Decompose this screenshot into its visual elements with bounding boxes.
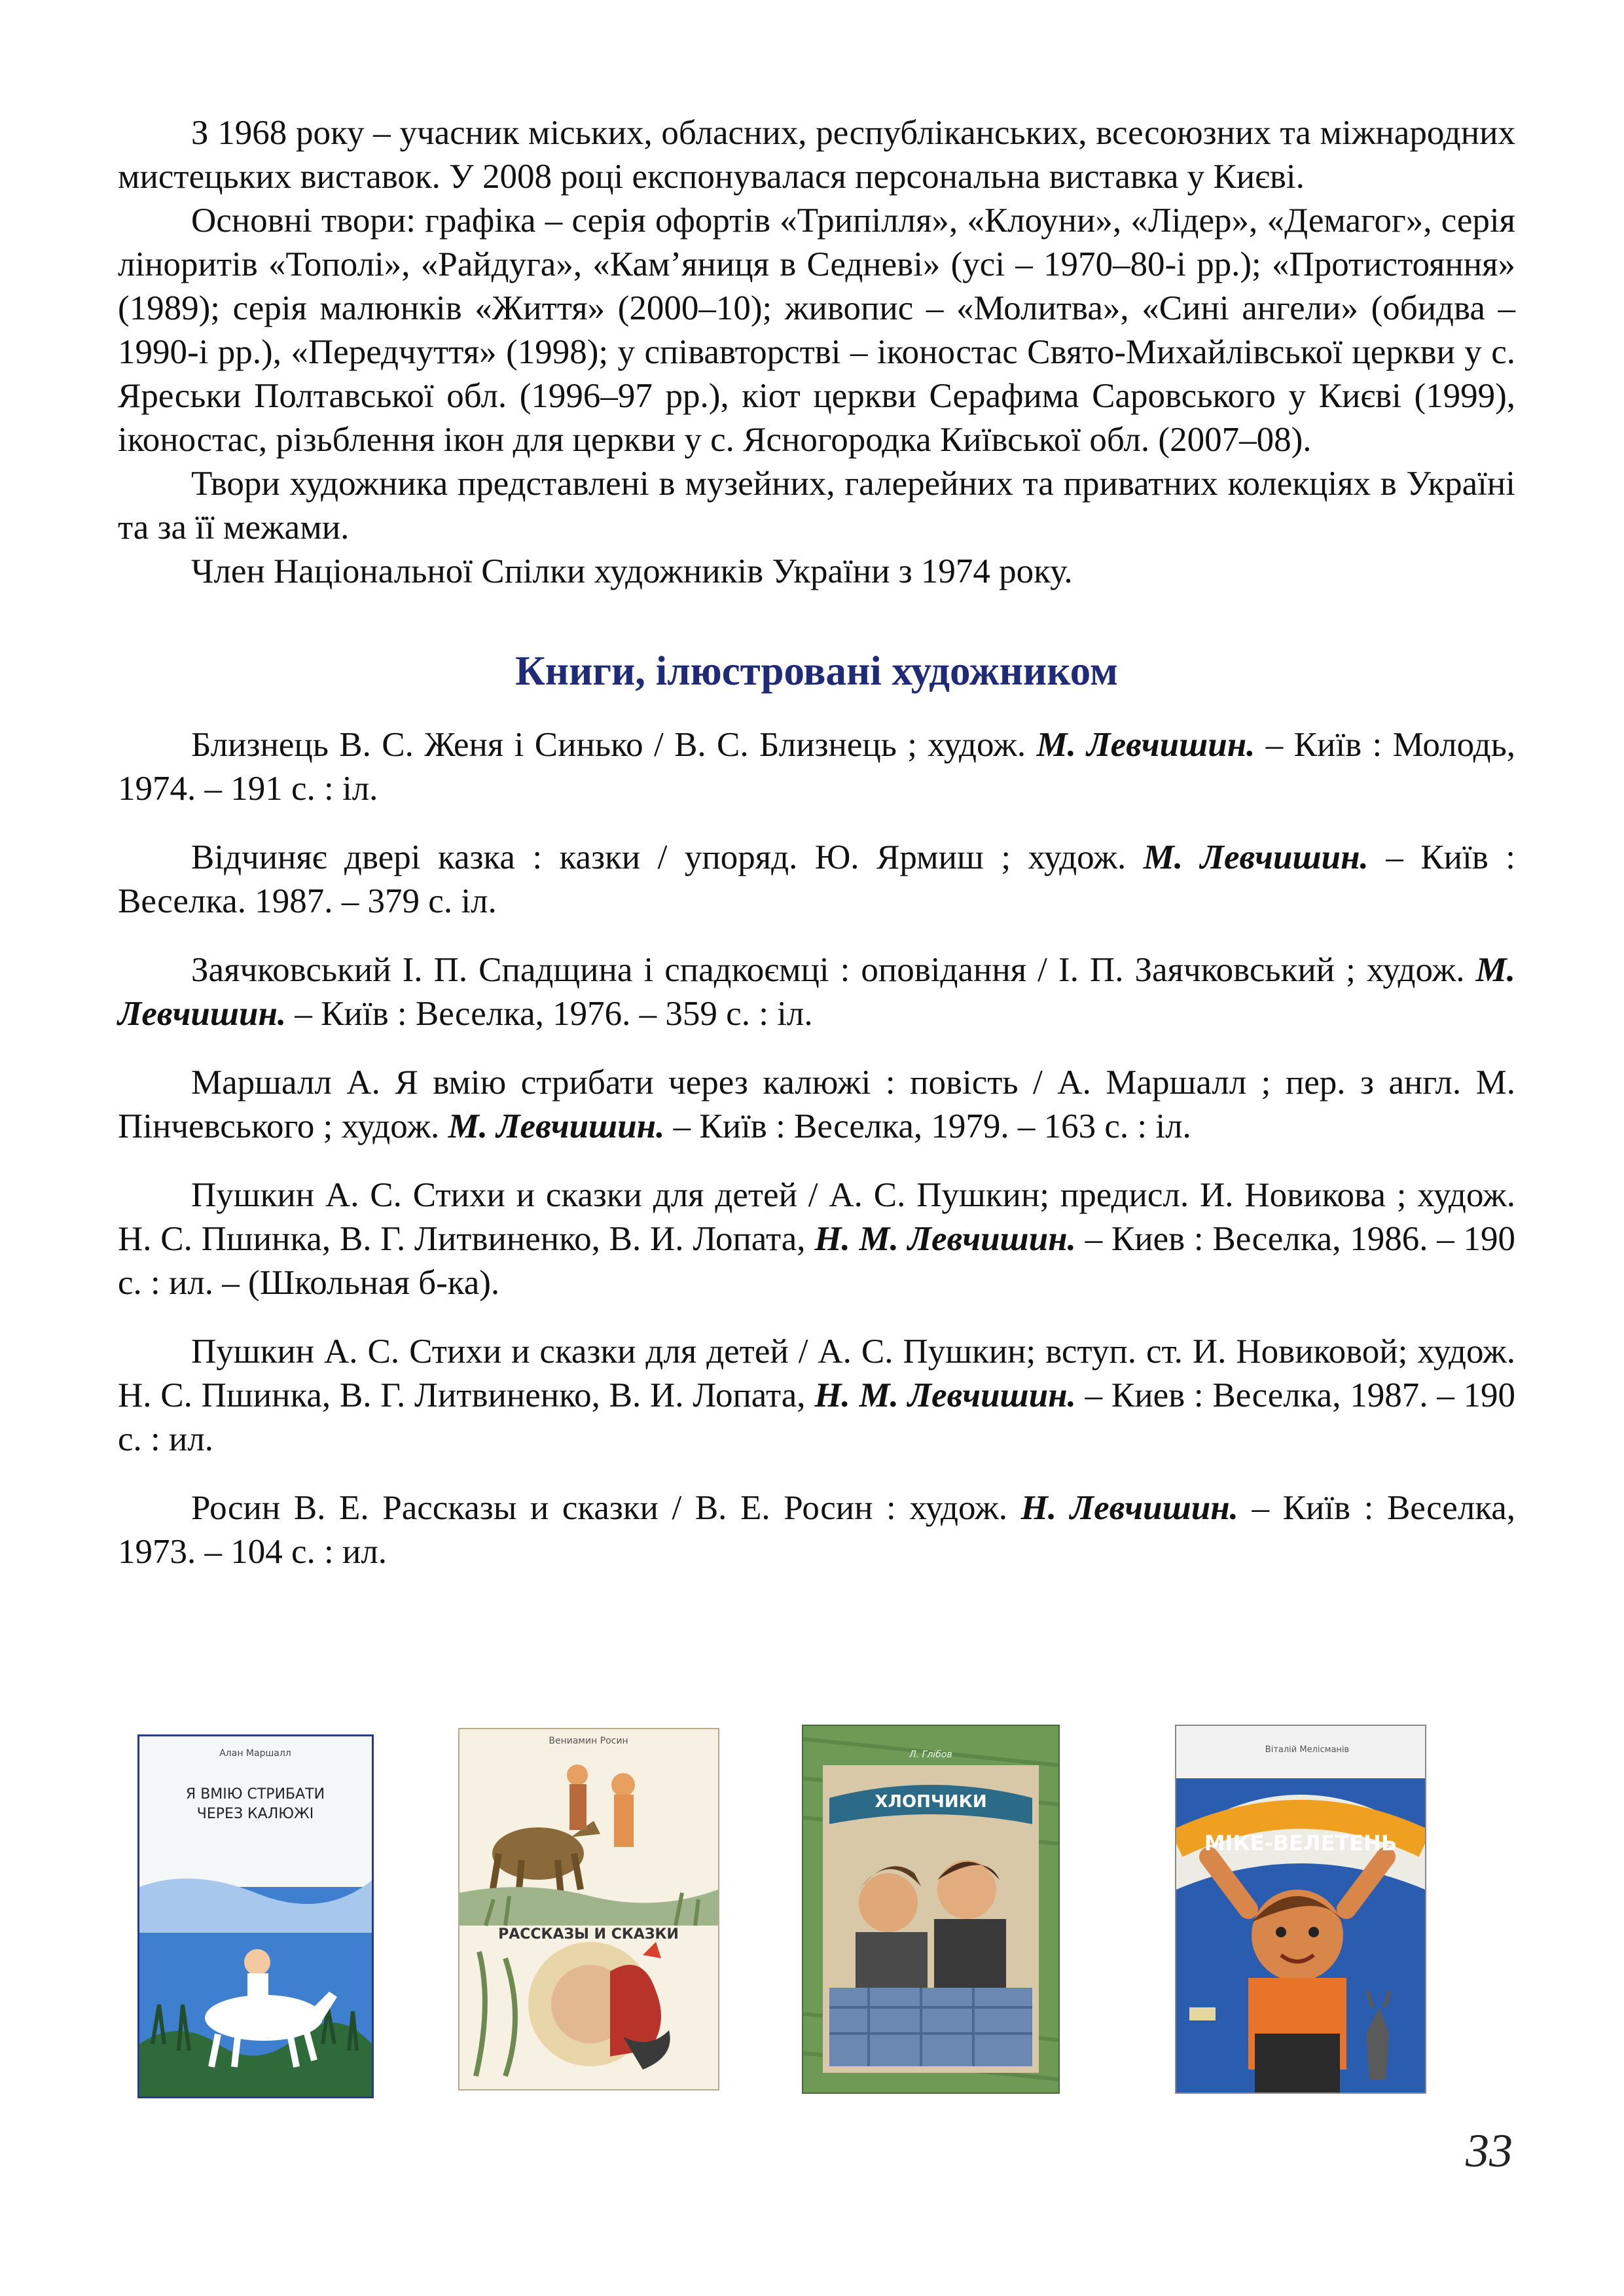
bibliography — [118, 723, 1515, 1574]
bio-paragraph: Основні твори: графіка – серія офортів «Трипілля», «Клоуни», «Лідер», «Демагог», серія ліноритів «Тополі», «Райдуга», «Кам’яниця в Седневі» (усі – 1970–80-і рр.); «Протистояння» (1989); серія малюнків «Життя» (2000–10); живопис – «Молитва», «Сині ангели» (обидва – 1990-і рр.), «Передчуття» (1998); у співавторстві – іконостас Свято-Михайлівської церкви у с. Яреськи Полтавської обл. (1996–97 рр.), кіот церкви Серафима Саровського у Києві (1999), іконостас, різьблення ікон для церкви у с. Ясногородка Київської обл. (2007–08). — [118, 202, 1515, 459]
illustrator-name: Н. М. Левчишин. — [814, 1220, 1076, 1258]
illustrator-name: Н. Левчишин. — [1020, 1489, 1238, 1527]
cover-title: Я ВМІЮ СТРИБАТИ — [185, 1786, 325, 1803]
cover-author: Віталій Мелісманів — [1265, 1745, 1350, 1755]
cover-title: РАССКАЗЫ И СКАЗКИ — [498, 1926, 679, 1943]
cover-title: МІКЕ-ВЕЛЕТЕНЬ — [1204, 1831, 1398, 1856]
cover-illustration — [460, 1729, 718, 2089]
cover-author: Л. Глібов — [909, 1749, 952, 1760]
cover-title: ХЛОПЧИКИ — [875, 1792, 987, 1812]
book-cover-marshall — [137, 1734, 374, 2098]
illustrator-name: М. Левчишин. — [118, 951, 1515, 1033]
cover-author: Вениамин Росин — [549, 1736, 628, 1746]
illustrator-name: М. Левчишин. — [448, 1107, 665, 1145]
illustrator-name: М. Левчишин. — [1143, 838, 1369, 876]
book-covers — [0, 1708, 1624, 2101]
bio-paragraph: Твори художника представлені в музейних, галерейних та приватних колекціях в Україні та за її межами. — [118, 465, 1515, 547]
bio-paragraph: З 1968 року – учасник міських, обласних, республіканських, всесоюзних та міжнародних мистецьких виставок. У 2008 році експонувалася персональна виставка у Києві. — [118, 114, 1515, 196]
book-cover-hlopchyky — [802, 1725, 1060, 2094]
illustrator-name: Н. М. Левчишин. — [814, 1376, 1076, 1414]
cover-illustration — [139, 1736, 372, 2096]
bio-paragraph: Член Національної Спілки художників України з 1974 року. — [191, 552, 1073, 590]
book-cover-mike-veleten — [1175, 1725, 1426, 2094]
illustrator-name: М. Левчишин. — [1036, 726, 1255, 764]
bibliography-entry: Пушкин А. С. Стихи и сказки для детей / А. С. Пушкин; предисл. И. Новикова ; худож. Н. С. Пшинка, В. Г. Литвиненко, В. И. Лопата, Н. М. Левчишин. – Киев : Веселка, 1986. – 190 с. : ил. – (Школьная б-ка). — [118, 1176, 1515, 1302]
bibliography-entry: Заячковський І. П. Спадщина і спадкоємці : оповідання / І. П. Заячковський ; худож. М. Левчишин. – Київ : Веселка, 1976. – 359 с. : іл. — [118, 951, 1515, 1033]
bibliography-entry: Маршалл А. Я вмію стрибати через калюжі : повість / А. Маршалл ; пер. з англ. М. Пінчевського ; худож. М. Левчишин. – Київ : Веселка, 1979. – 163 с. : іл. — [118, 1064, 1515, 1145]
bibliography-entry: Пушкин А. С. Стихи и сказки для детей / А. С. Пушкин; вступ. ст. И. Новиковой; худож. Н. С. Пшинка, В. Г. Литвиненко, В. И. Лопата, Н. М. Левчишин. – Киев : Веселка, 1987. – 190 с. : ил. — [118, 1333, 1515, 1458]
cover-title: ЧЕРЕЗ КАЛЮЖІ — [196, 1806, 314, 1822]
section-heading: Книги, ілюстровані художником — [515, 648, 1118, 694]
cover-author: Алан Маршалл — [219, 1748, 291, 1759]
biography — [118, 111, 1515, 594]
cover-illustration — [1176, 1726, 1425, 2092]
bibliography-entry: Росин В. Е. Рассказы и сказки / В. Е. Росин : худож. Н. Левчишин. – Київ : Веселка, 1973. – 104 с. : ил. — [118, 1489, 1516, 1571]
bibliography-entry: Близнець В. С. Женя і Синько / В. С. Близнець ; худож. М. Левчишин. – Київ : Молодь, 1974. – 191 с. : іл. — [118, 726, 1515, 808]
cover-illustration — [803, 1726, 1058, 2092]
page-content — [118, 111, 1515, 1599]
page-number: 33 — [1466, 2125, 1513, 2177]
bibliography-entry: Відчиняє двері казка : казки / упоряд. Ю. Ярмиш ; худож. М. Левчишин. – Київ : Веселка. 1987. – 379 с. іл. — [118, 838, 1515, 920]
book-cover-rosin — [458, 1728, 719, 2090]
